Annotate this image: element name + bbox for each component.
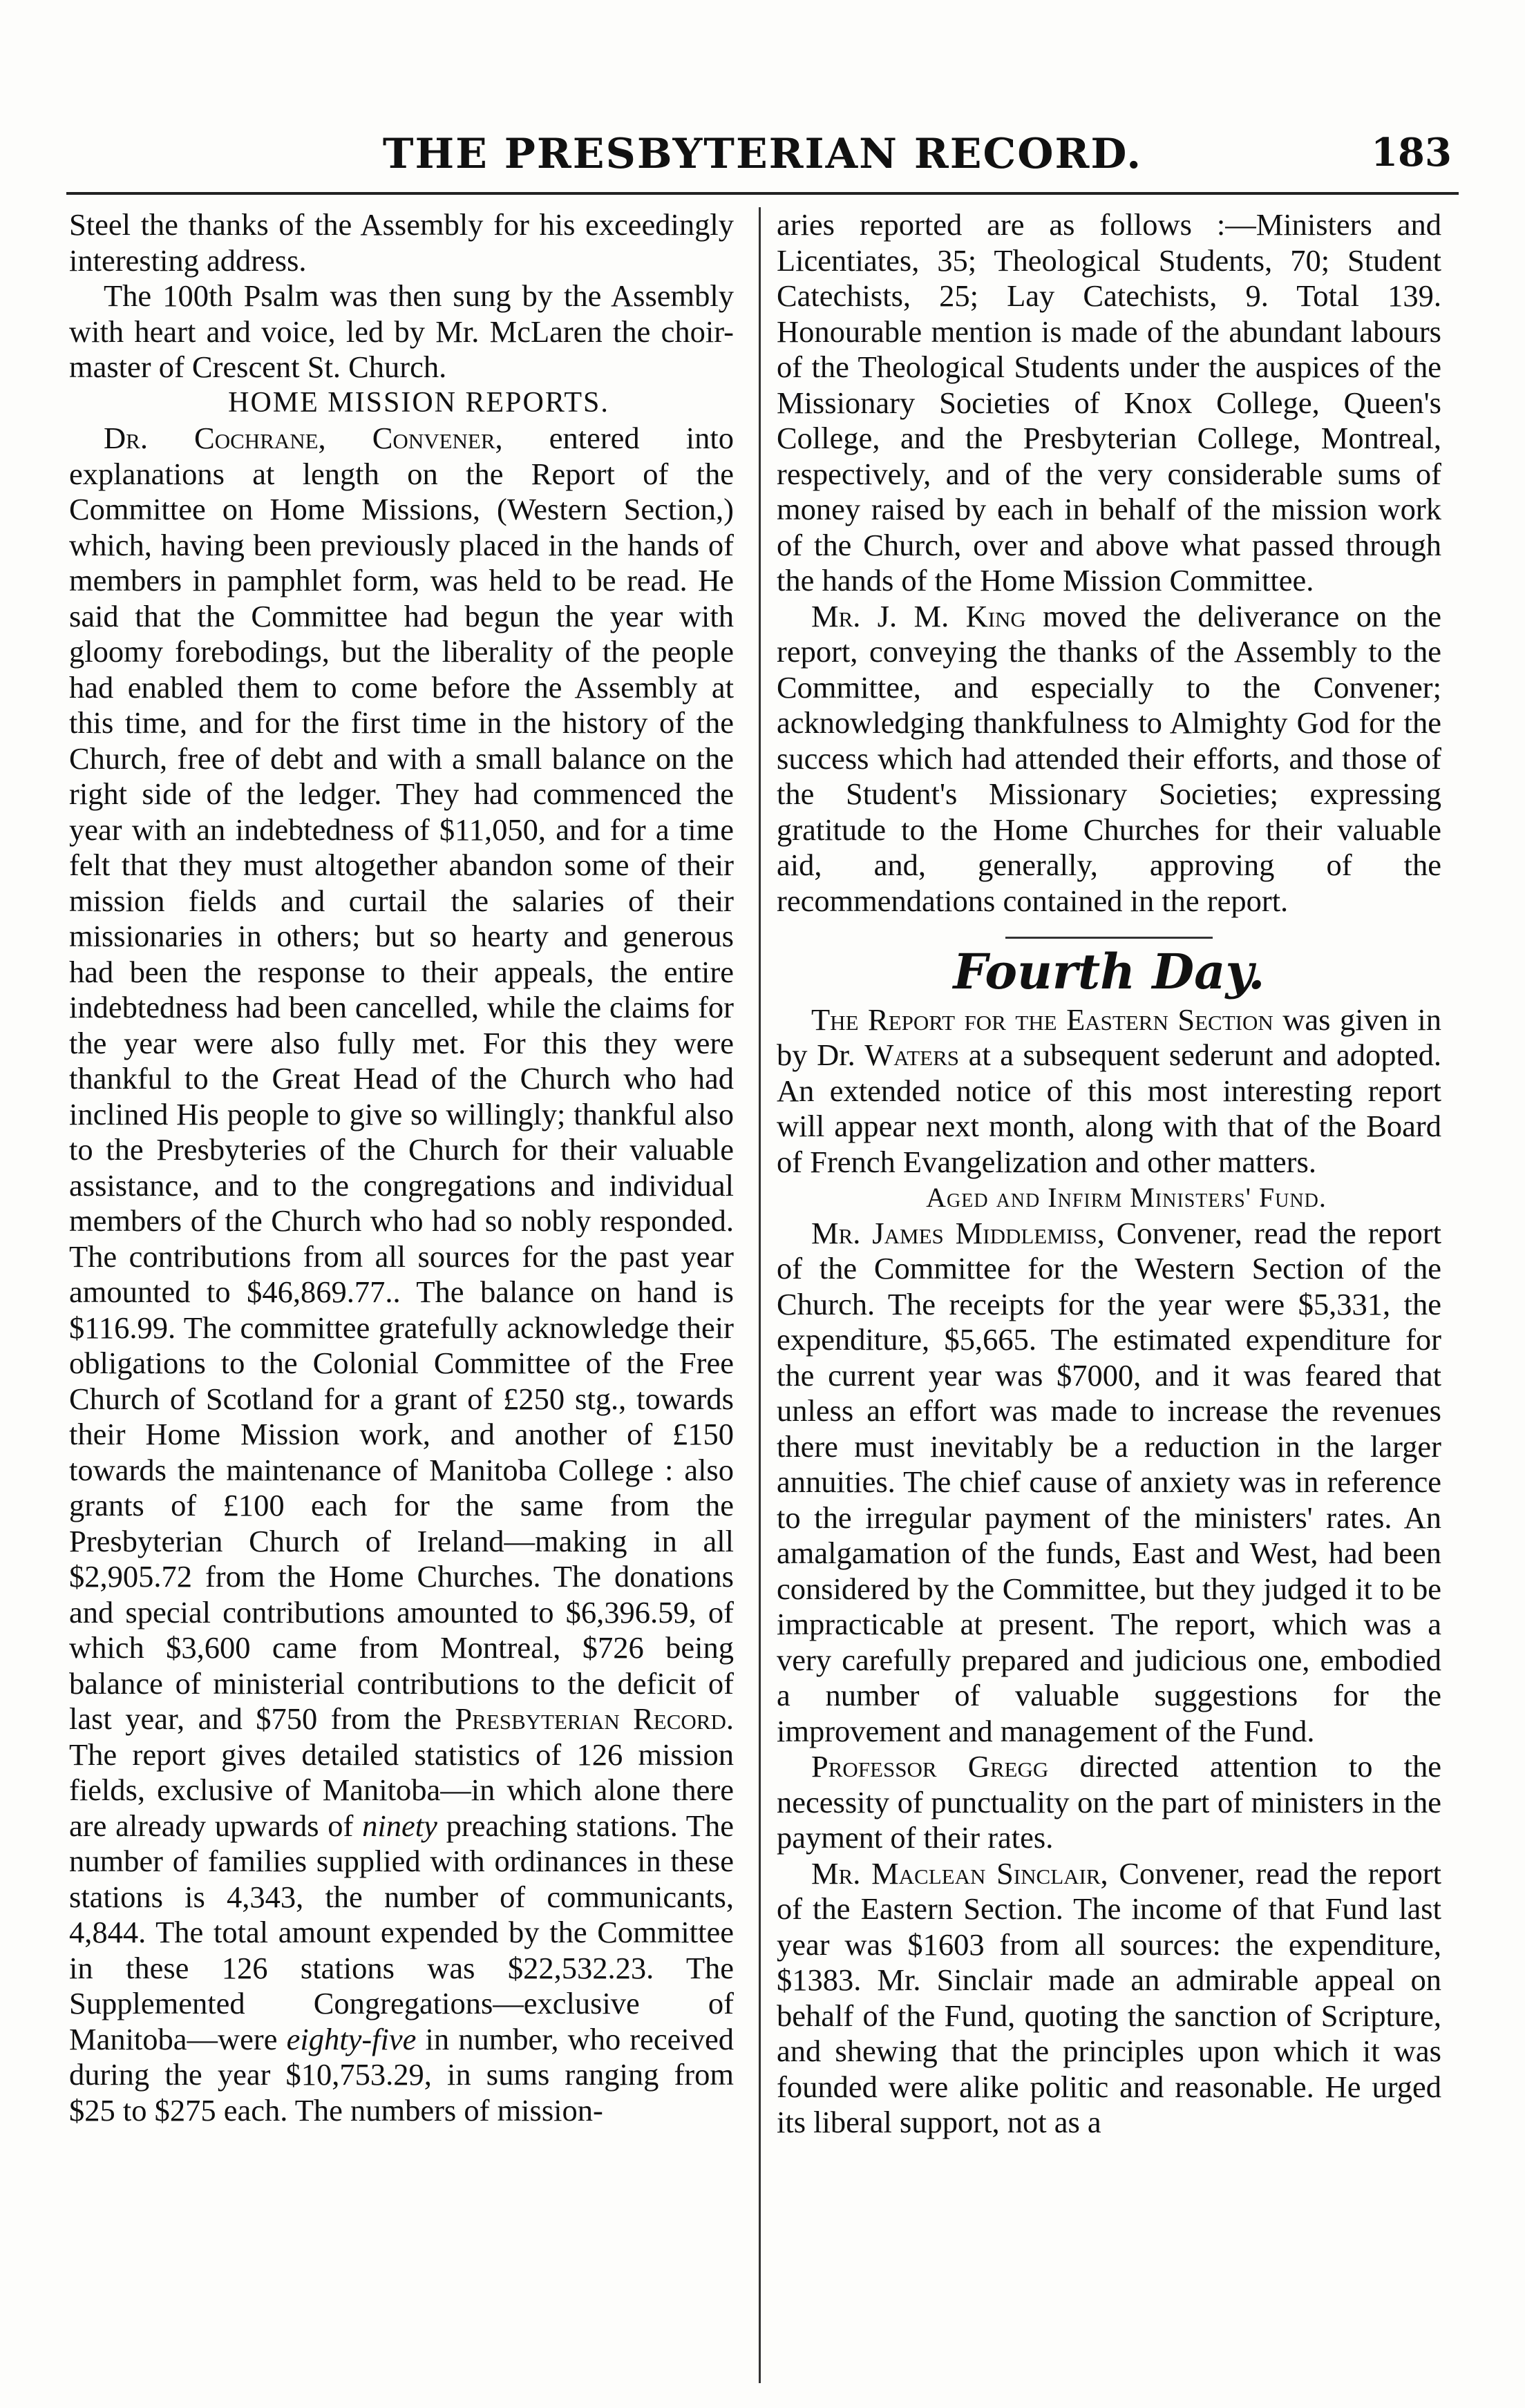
paragraph: Steel the thanks of the Assembly for his exceedingly interesting address. [69,207,734,278]
paragraph: The 100th Psalm was then sung by the Assembly with heart and voice, led by Mr. McLaren the choir-master of Crescent St. Church. [69,278,734,384]
section-rule [1005,937,1213,939]
journal-title: THE PRESBYTERIAN RECORD. [382,130,1143,178]
text-run: The report gives detailed statistics of 126 mission fields, exclusive of Manitoba—in which alone there are already upwards of [69,1737,734,1843]
speaker-name: Mr. Maclean Sinclair, [811,1855,1108,1891]
paragraph [777,1856,1441,2141]
paragraph: aries reported are as follows :—Ministers and Licentiates, 35; Theological Students, 70; Student Catechists, 25; Lay Catechists, 9. Total 139. Honourable mention is made of the abundant labours of the Theological Students under the auspices of the Missionary Societies of Knox College, Queen's College, and the Presbyterian College, Montreal, respectively, and of the very considerable sums of money raised by each in behalf of the mission work of the Church, over and above what passed through the hands of the Home Mission Committee. [777,207,1441,598]
paragraph [777,1002,1441,1181]
text-run: preaching stations. The number of families supplied with ordinances in these stations is 4,343, the number of communicants, 4,844. The total amount expended by the Committee in these 126 stations was $22,532.23. The Supplemented Congregations—exclusive of Manitoba—were [69,1808,734,2056]
emphasis: eighty-five [286,2021,417,2056]
text-run: at a subsequent sederunt and adopted. An extended notice of this most interesting report will appear next month, along with that of the Board of French Evangelization and other matters. [777,1038,1441,1179]
paragraph [777,599,1441,919]
speaker-name: Mr. J. M. King [811,598,1026,633]
text-run: Convener, read the report of the Eastern Section. The income of that Fund last year was $1603 from all sources: the expenditure, $1383. Mr. Sinclair made an admirable appeal on behalf of the Fund, quoting the sanction of Scripture, and shewing that the principles upon which it was founded were alike politic and reasonable. He urged its liberal support, not as a [777,1855,1441,2139]
publication-name: Presbyterian Record. [455,1701,734,1736]
text-run: in number, who received during the year $10,753.29, in sums ranging from $25 to $275 each. The numbers of mission- [69,2021,734,2128]
text-run: directed attention to the necessity of punctuality on the part of ministers in the payment of their rates. [777,1749,1441,1855]
section-heading: HOME MISSION REPORTS. [228,386,609,419]
speaker-name: Waters [864,1038,959,1072]
day-heading: Fourth Day. [953,943,1265,1000]
left-column [69,207,734,2128]
emphasis: ninety [362,1808,437,1843]
running-header [66,116,1459,195]
column-divider [759,207,761,2383]
paragraph [777,1216,1441,1750]
speaker-name: Professor Gregg [811,1749,1049,1784]
report-title: The Report for the Eastern Section [811,1002,1273,1037]
text-run: entered into explanations at length on the Report of the Committee on Home Missions, (Western Section,) which, having been previously placed in the hands of members in pamphlet form, was held to be read. He said that the Committee had begun the year with gloomy forebodings, but the liberality of the people had enabled them to come before the Assembly at this time, and for the first time in the history of the Church, free of debt and with a small balance on the right side of the ledger. They had commenced the year with an indebtedness of $11,050, and for a time felt that they must altogether abandon some of their mission fields and curtail the salaries of their missionaries in others; but so hearty and generous had been the response to their appeals, the entire indebtedness had been cancelled, while the claims for the year were also fully met. For this they were thankful to the Great Head of the Church who had inclined His people to give so willingly; thankful also to the Presbyteries of the Church for their valuable assistance, and to the congregations and individual members of the Church who had so nobly responded. The contributions from all sources for the past year amounted to $46,869.77.. The balance on hand is $116.99. The committee gratefully acknowledge their obligations to the Colonial Committee of the Free Church of Scotland for a grant of £250 stg., towards their Home Mission work, and another of £150 towards the maintenance of Manitoba College : also grants of £100 each for the same from the Presbyterian Church of Ireland—making in all $2,905.72 from the Home Churches. The donations and special contributions amounted to $6,396.59, of which $3,600 came from Montreal, $726 being balance of ministerial contributions to the deficit of last year, and $750 from the [69,421,734,1736]
subheading: Aged and Infirm Ministers' Fund. [926,1182,1327,1213]
text-run: moved the deliverance on the report, conveying the thanks of the Assembly to the Committee, and especially to the Convener; acknowledging thankfulness to Almighty God for the success which had attended their efforts, and those of the Student's Missionary Societies; expressing gratitude to the Home Churches for their valuable aid, and, generally, approving of the recommendations contained in the report. [777,598,1441,918]
speaker-name: Dr. Cochrane, Convener, [104,421,503,455]
paragraph [777,1749,1441,1856]
text-run: Convener, read the report of the Committee for the Western Section of the Church. The receipts for the year were $5,331, the expenditure, $5,665. The estimated expenditure for the current year was $7000, and it was feared that unless an effort was made to increase the revenues there must inevitably be a reduction in the larger annuities. The chief cause of anxiety was in reference to the irregular payment of the ministers' rates. An amalgamation of the funds, East and West, had been considered by the Committee, but they judged it to be impracticable at present. The report, which was a very carefully prepared and judicious one, embodied a number of valuable suggestions for the improvement and management of the Fund. [777,1215,1441,1748]
page-number: 183 [1371,130,1452,175]
text-run: was given in by Dr. [777,1002,1441,1072]
right-column [777,207,1441,2141]
speaker-name: Mr. James Middlemiss, [811,1215,1105,1250]
paragraph [69,421,734,2128]
